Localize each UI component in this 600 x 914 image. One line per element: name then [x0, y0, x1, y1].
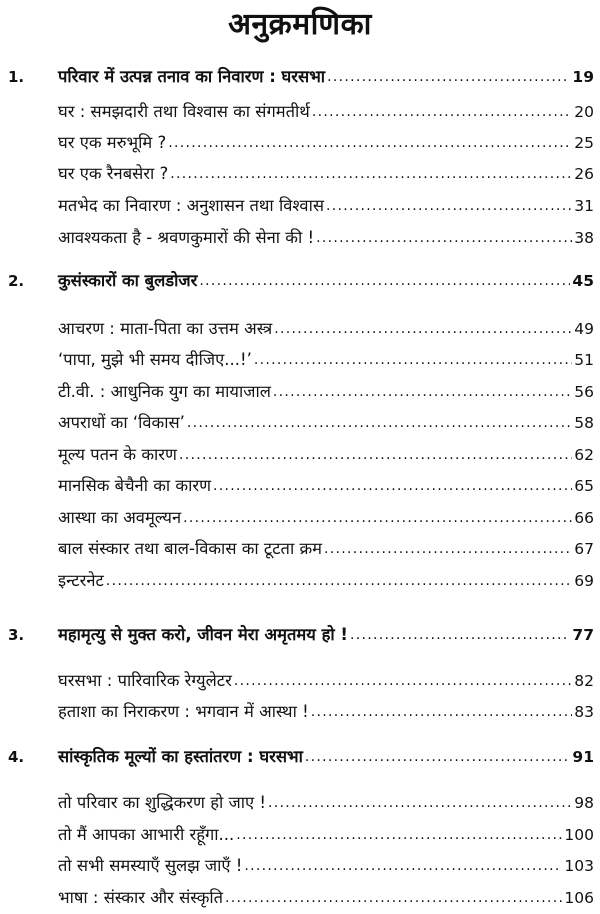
- toc-entry: [58, 879, 594, 909]
- entry-title: ‘पापा, मुझे भी समय दीजिए...!’: [58, 350, 252, 369]
- entry-title: घर : समझदारी तथा विश्वास का संगमतीर्थ: [58, 102, 310, 121]
- entry-title: घर एक मरुभूमि ?: [58, 133, 167, 152]
- dot-leader: [316, 227, 572, 249]
- page-number: 58: [574, 414, 594, 432]
- dot-leader: [236, 824, 562, 846]
- entry-title: मतभेद का निवारण : अनुशासन तथा विश्वास: [58, 196, 325, 215]
- page-number: 77: [572, 626, 594, 644]
- toc-entry: [58, 467, 594, 497]
- toc-entry: [58, 93, 594, 123]
- dot-leader: [199, 270, 570, 292]
- page-number: 98: [574, 794, 594, 812]
- entry-title: तो परिवार का शुद्धिकरण हो जाए !: [58, 793, 267, 812]
- chapter-number: 4.: [8, 748, 25, 766]
- dot-leader: [244, 855, 562, 877]
- dot-leader: [311, 701, 573, 723]
- page-number: 38: [574, 229, 594, 247]
- entry-title: हताशा का निराकरण : भगवान में आस्था !: [58, 702, 309, 721]
- page-number: 31: [574, 197, 594, 215]
- page-number: 62: [574, 446, 594, 464]
- page-number: 65: [574, 477, 594, 495]
- entry-title: अपराधों का ‘विकास’: [58, 413, 185, 432]
- toc-entry: [58, 219, 594, 249]
- toc-entry: [58, 155, 594, 185]
- entry-title: तो मैं आपका आभारी रहूँगा...: [58, 825, 235, 844]
- page-title: अनुक्रमणिका: [228, 7, 372, 42]
- entry-title: घर एक रैनबसेरा ?: [58, 164, 169, 183]
- dot-leader: [234, 670, 572, 692]
- page-number: 25: [574, 134, 594, 152]
- toc-entry: [58, 404, 594, 434]
- dot-leader: [312, 101, 572, 123]
- page-number: 82: [574, 672, 594, 690]
- toc-entry: [58, 816, 594, 846]
- dot-leader: [268, 792, 572, 814]
- chapter-entry-1: [8, 58, 594, 88]
- page-number: 100: [564, 826, 594, 844]
- dot-leader: [225, 887, 562, 909]
- chapter-number: 1.: [8, 68, 25, 86]
- chapter-entry-2: [8, 262, 594, 292]
- entry-title: बाल संस्कार तथा बाल-विकास का टूटता क्रम: [58, 539, 323, 558]
- chapter-number: 3.: [8, 626, 25, 644]
- chapter-title: सांस्कृतिक मूल्यों का हस्तांतरण : घरसभा: [58, 747, 303, 766]
- page-number: 66: [574, 509, 594, 527]
- toc-entry: [58, 530, 594, 560]
- dot-leader: [327, 66, 570, 88]
- entry-title: भाषा : संस्कार और संस्कृति: [58, 888, 224, 907]
- page-number: 83: [574, 703, 594, 721]
- page-number: 51: [574, 351, 594, 369]
- page-number: 103: [564, 857, 594, 875]
- entry-title: मानसिक बेचैनी का कारण: [58, 476, 212, 495]
- dot-leader: [213, 475, 572, 497]
- page-number: 106: [564, 889, 594, 907]
- entry-title: आचरण : माता-पिता का उत्तम अस्त्र: [58, 319, 273, 338]
- entry-title: घरसभा : पारिवारिक रेग्युलेटर: [58, 671, 232, 690]
- dot-leader: [350, 624, 570, 646]
- page-number: 69: [574, 572, 594, 590]
- dot-leader: [254, 349, 572, 371]
- page-number: 91: [572, 748, 594, 766]
- toc-entry: [58, 124, 594, 154]
- dot-leader: [326, 195, 572, 217]
- page-number: 26: [574, 165, 594, 183]
- toc-entry: [58, 693, 594, 723]
- toc-entry: [58, 373, 594, 403]
- page-number: 20: [574, 103, 594, 121]
- dot-leader: [274, 318, 572, 340]
- page-number: 49: [574, 320, 594, 338]
- entry-title: आस्था का अवमूल्यन: [58, 508, 182, 527]
- toc-entry: [58, 784, 594, 814]
- page-number: 45: [572, 272, 594, 290]
- dot-leader: [168, 132, 572, 154]
- toc-entry: [58, 341, 594, 371]
- dot-leader: [170, 163, 572, 185]
- toc-entry: [58, 187, 594, 217]
- entry-title: इन्टरनेट: [58, 571, 104, 590]
- toc-entry: [58, 499, 594, 529]
- entry-title: आवश्यकता है - श्रवणकुमारों की सेना की !: [58, 228, 315, 247]
- chapter-entry-4: [8, 738, 594, 768]
- entry-title: टी.वी. : आधुनिक युग का मायाजाल: [58, 382, 271, 401]
- toc-entry: [58, 562, 594, 592]
- toc-entry: [58, 662, 594, 692]
- dot-leader: [179, 444, 572, 466]
- dot-leader: [187, 412, 572, 434]
- page-number: 19: [572, 68, 594, 86]
- toc-entry: [58, 847, 594, 877]
- entry-title: तो सभी समस्याएँ सुलझ जाएँ !: [58, 856, 243, 875]
- page-number: 67: [574, 540, 594, 558]
- chapter-title: परिवार में उत्पन्न तनाव का निवारण : घरसभा: [58, 67, 326, 86]
- toc-entry: [58, 310, 594, 340]
- dot-leader: [305, 746, 571, 768]
- dot-leader: [106, 570, 572, 592]
- dot-leader: [183, 507, 572, 529]
- page-number: 56: [574, 383, 594, 401]
- toc-entry: [58, 436, 594, 466]
- dot-leader: [324, 538, 572, 560]
- chapter-title: कुसंस्कारों का बुलडोजर: [58, 271, 198, 290]
- chapter-entry-3: [8, 616, 594, 646]
- chapter-title: महामृत्यु से मुक्त करो, जीवन मेरा अमृतमय हो !: [58, 625, 348, 644]
- chapter-number: 2.: [8, 272, 25, 290]
- dot-leader: [273, 381, 572, 403]
- entry-title: मूल्य पतन के कारण: [58, 445, 177, 464]
